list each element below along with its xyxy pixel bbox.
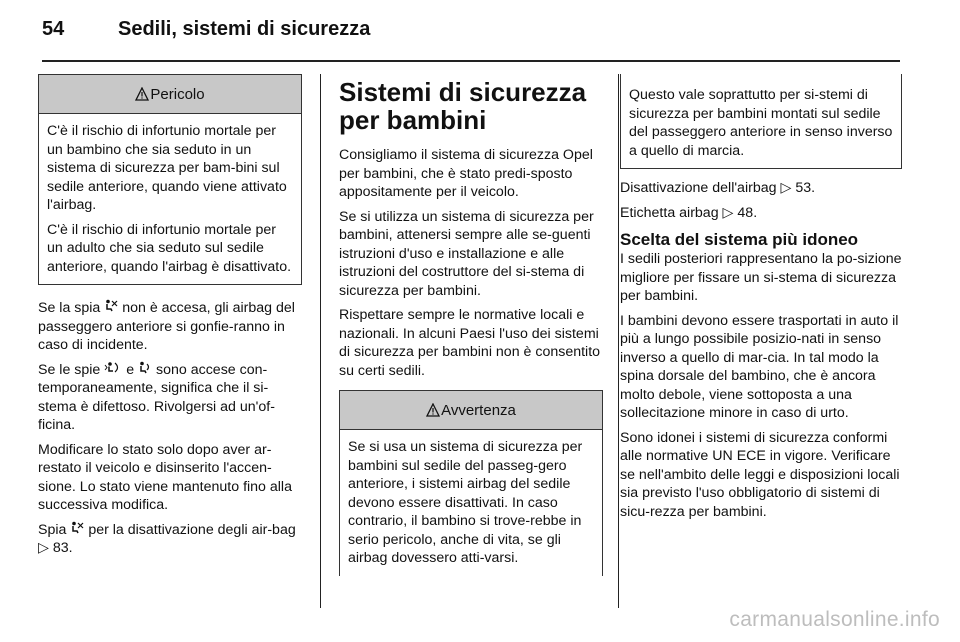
warning-box-title: Avvertenza	[441, 401, 516, 419]
column-left	[38, 74, 302, 564]
page-ref-link[interactable]: 53.	[795, 180, 816, 196]
page-number: 54	[42, 18, 65, 40]
danger-paragraph: C'è il rischio di infortunio mortale per un bambino che sia seduto in un sistema di sicurezza per bam-bini sul sedile anteriore, quando viene attivato l'airbag.	[47, 123, 287, 213]
warning-box	[339, 390, 603, 576]
warning-box-continued	[620, 74, 902, 169]
danger-box-body	[39, 114, 301, 284]
text: non è accesa, gli airbag del passeggero anteriore si gonfie-ranno in caso di incidente.	[38, 300, 295, 353]
ref-arrow-icon: ▷	[38, 540, 49, 556]
airbag-off-icon	[104, 299, 118, 312]
page-title: Sedili, sistemi di sicurezza	[118, 18, 371, 40]
column-middle	[339, 74, 603, 590]
paragraph: Modificare lo stato solo dopo aver ar-restato il veicolo e disinserito l'accen-sione. Lo stato viene mantenuto fino alla successiva modifica.	[38, 441, 292, 513]
header-divider	[42, 60, 900, 62]
page-header	[42, 18, 918, 52]
watermark: carmanualsonline.info	[729, 608, 940, 631]
ref-arrow-icon: ▷	[780, 180, 792, 196]
text: e	[126, 361, 135, 378]
warning-paragraph: Questo vale soprattutto per si-stemi di sicurezza per bambini montati sul sedile del passeggero anteriore in senso inverso a quello di marcia.	[629, 87, 893, 159]
airbag-fault-icon	[104, 361, 122, 374]
warning-triangle-icon	[426, 403, 440, 417]
paragraph: Consigliamo il sistema di sicurezza Opel per bambini, che è stato predi-sposto appositamente per il veicolo.	[339, 147, 593, 200]
danger-box-header	[39, 75, 301, 114]
airbag-off-icon	[70, 521, 84, 534]
cross-reference	[620, 204, 902, 223]
paragraph: I bambini devono essere trasportati in auto il più a lungo possibile posizio-nati in senso inverso a quello di mar-cia. In tal modo la spina dorsale del bambino, che è ancora molto debole, viene sottoposta a una sollecitazione minore in caso di urto.	[620, 312, 899, 421]
section-heading: Sistemi di sicurezza per bambini	[339, 77, 587, 135]
paragraph: Sono idonei i sistemi di sicurezza conformi alle normative UN ECE in vigore. Verificare se nell'ambito delle leggi e disposizioni locali sia previsto l'uso obbligatorio di sistemi di sicu-rezza per bambini.	[620, 429, 900, 520]
paragraph	[38, 361, 302, 435]
text: Se le spie	[38, 361, 101, 378]
text: Spia	[38, 521, 67, 538]
warning-box-body	[621, 80, 901, 168]
warning-box-header	[340, 391, 602, 430]
column-right	[620, 74, 902, 527]
text: Se la spia	[38, 300, 101, 316]
warning-box-body	[340, 430, 602, 576]
cross-reference	[620, 179, 902, 198]
text: Disattivazione dell'airbag	[620, 180, 777, 196]
subsection-heading: Scelta del sistema più idoneo	[620, 230, 859, 249]
text: sono accese con-temporaneamente, significa che il si-stema è difettoso. Rivolgersi ad un'of-ficina.	[38, 361, 275, 433]
danger-box-title: Pericolo	[150, 85, 205, 103]
paragraph	[38, 299, 302, 355]
danger-box	[38, 74, 302, 285]
text: Etichetta airbag	[620, 204, 719, 221]
page-ref-link[interactable]: 48.	[737, 204, 758, 221]
column-divider	[320, 74, 321, 608]
danger-paragraph: C'è il rischio di infortunio mortale per un adulto che sia seduto sul sedile anteriore, quando l'airbag è disattivato.	[47, 221, 292, 275]
airbag-icon	[138, 361, 152, 374]
page-ref-link[interactable]: 83.	[52, 540, 73, 556]
paragraph: I sedili posteriori rappresentano la po-sizione migliore per fissare un si-stema di sicurezza per bambini.	[620, 251, 902, 304]
warning-triangle-icon	[135, 87, 149, 101]
column-divider	[618, 74, 619, 608]
text: per la disattivazione degli air-bag	[88, 521, 296, 538]
warning-paragraph: Se si usa un sistema di sicurezza per bambini sul sedile del passeg-gero anteriore, i sistemi airbag del sedile devono essere disattivati. In caso contrario, il bambino si trove-rebbe in serio pericolo, anche di vita, se gli airbag dovessero atti-varsi.	[348, 439, 583, 566]
paragraph	[38, 521, 302, 558]
paragraph: Rispettare sempre le normative locali e nazionali. In alcuni Paesi l'uso dei sistemi di sicurezza per bambini non è consentito su certi sedili.	[339, 307, 601, 379]
paragraph: Se si utilizza un sistema di sicurezza per bambini, attenersi sempre alle se-guenti istruzioni d'uso e installazione e alle istruzioni del costruttore del si-stema di sicurezza per bambini.	[339, 208, 594, 299]
ref-arrow-icon: ▷	[722, 204, 734, 221]
